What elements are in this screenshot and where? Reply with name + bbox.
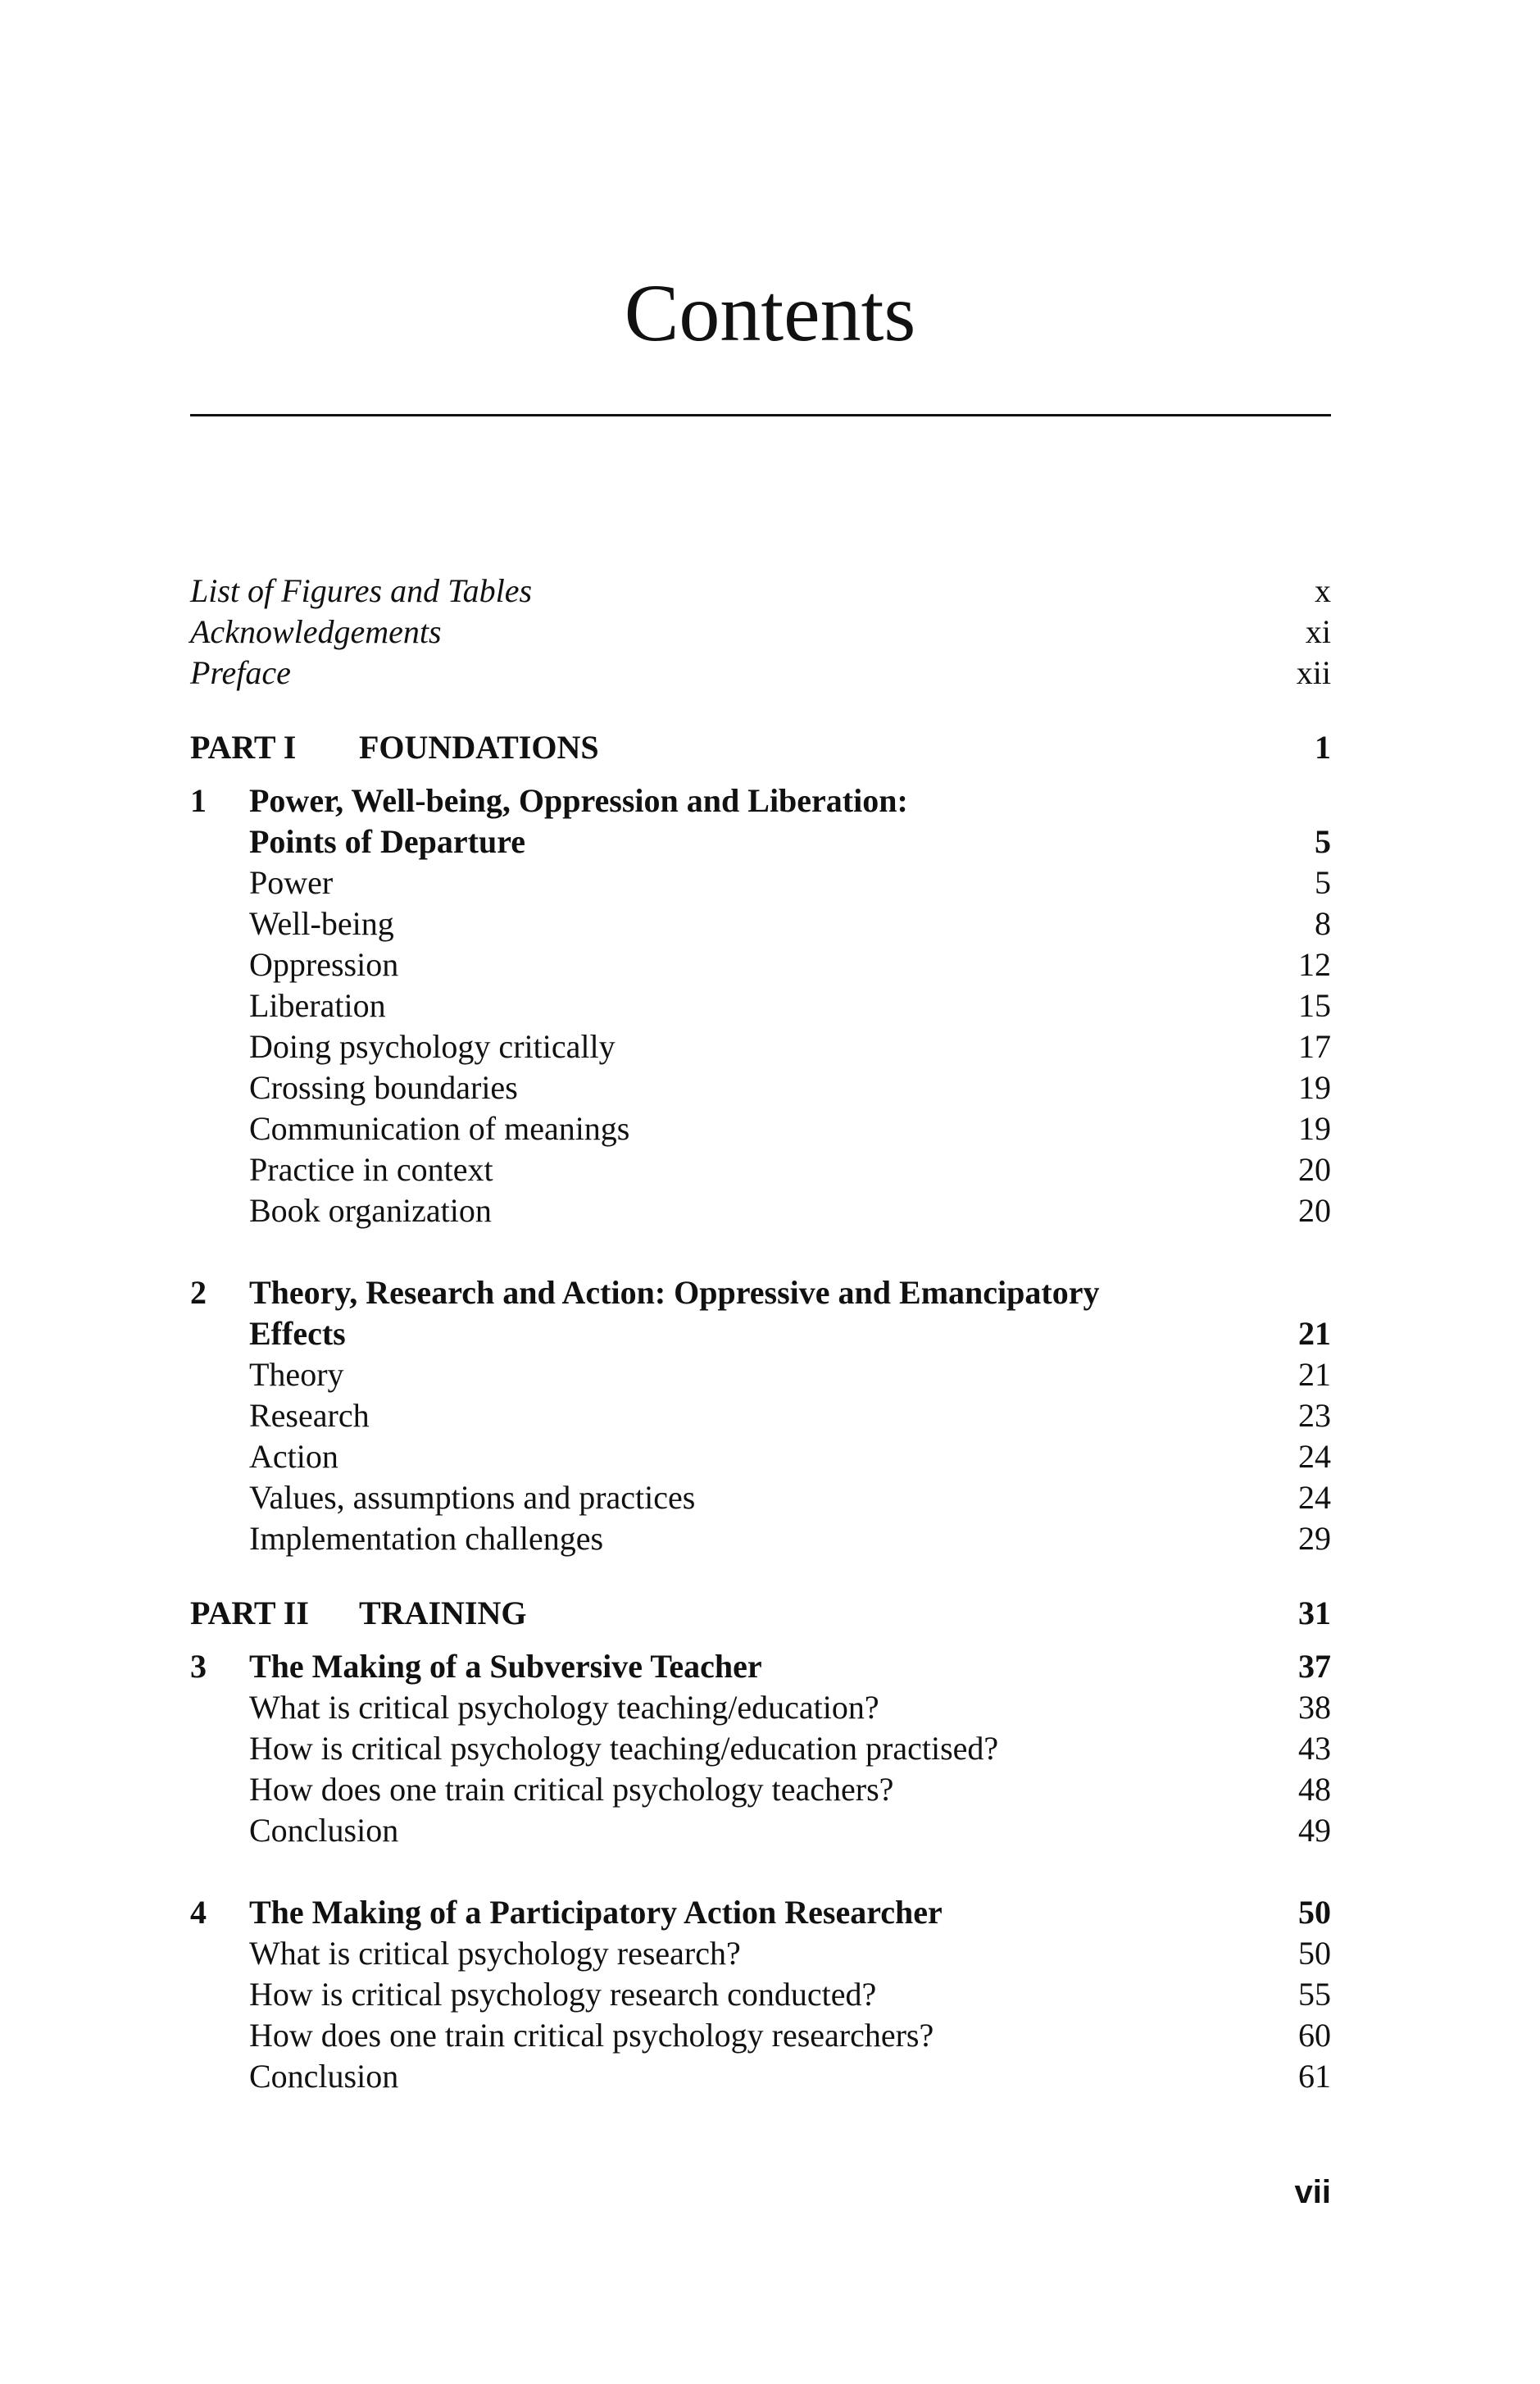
part-number: PART II: [190, 1595, 309, 1631]
chapter-title: Points of Departure: [249, 823, 525, 860]
section-label: How does one train critical psychology researchers?: [249, 2017, 934, 2054]
chapter-title: The Making of a Participatory Action Researcher: [249, 1894, 943, 1931]
page-number: vii: [1294, 2174, 1331, 2210]
part-page: 1: [1315, 729, 1331, 766]
section-page: 19: [1298, 1069, 1331, 1106]
part-page: 31: [1298, 1595, 1331, 1631]
chapter-page: 50: [1298, 1894, 1331, 1931]
section-label: How is critical psychology teaching/education practised?: [249, 1730, 999, 1767]
section-page: 49: [1298, 1812, 1331, 1849]
section-label: Power: [249, 864, 334, 901]
section-page: 29: [1298, 1520, 1331, 1557]
section-entry: [190, 1687, 1331, 1728]
chapter: [190, 1272, 1331, 1559]
section-label: Action: [249, 1438, 338, 1475]
part-heading: [190, 723, 1331, 772]
part-label: [190, 723, 599, 772]
chapter-heading: [190, 1646, 1331, 1687]
section-label: Values, assumptions and practices: [249, 1479, 696, 1516]
section-entry: [190, 1395, 1331, 1436]
chapter-title-block: [249, 780, 1331, 862]
section-entry: [190, 1518, 1331, 1559]
chapter-number: 1: [190, 782, 207, 819]
toc-entry: [190, 612, 1331, 653]
section-label: How is critical psychology research conducted?: [249, 1976, 877, 2013]
section-page: 24: [1298, 1438, 1331, 1475]
section-label: Practice in context: [249, 1151, 493, 1188]
section-label: What is critical psychology research?: [249, 1935, 741, 1972]
section-entry: [190, 1728, 1331, 1769]
chapter-title: Effects: [249, 1315, 346, 1352]
section-page: 8: [1315, 905, 1331, 942]
chapter-heading: [190, 1892, 1331, 1933]
section-entry: [190, 985, 1331, 1026]
chapter-heading: [190, 780, 1331, 862]
section-page: 23: [1298, 1397, 1331, 1434]
section-page: 38: [1298, 1689, 1331, 1726]
section-entry: [190, 1108, 1331, 1149]
table-of-contents: [190, 571, 1331, 2097]
chapter-title-block: [249, 1272, 1331, 1354]
chapter-title-block: [249, 1892, 1331, 1933]
section-label: Communication of meanings: [249, 1110, 630, 1147]
section-label: Book organization: [249, 1192, 492, 1229]
chapter-number: 2: [190, 1274, 207, 1311]
section-page: 61: [1298, 2058, 1331, 2095]
part-title: FOUNDATIONS: [359, 729, 599, 766]
section-entry: [190, 1354, 1331, 1395]
section-entry: [190, 1769, 1331, 1810]
section-label: Crossing boundaries: [249, 1069, 518, 1106]
entry-label: List of Figures and Tables: [190, 572, 533, 609]
entry-page: xii: [1296, 654, 1331, 691]
chapter-page: 5: [1315, 823, 1331, 860]
section-label: Oppression: [249, 946, 399, 983]
chapter-title-line: [249, 1313, 1331, 1354]
entry-label: Preface: [190, 654, 291, 691]
part-title: TRAINING: [359, 1595, 527, 1631]
title-rule: [190, 414, 1331, 416]
part-number: PART I: [190, 729, 297, 766]
page-title: Contents: [624, 267, 916, 358]
section-entry: [190, 862, 1331, 903]
section-entry: [190, 1477, 1331, 1518]
section-entry: [190, 1067, 1331, 1108]
chapter-title-line: [249, 1892, 1331, 1933]
section-page: 50: [1298, 1935, 1331, 1972]
section-entry: [190, 1933, 1331, 1974]
section-label: Implementation challenges: [249, 1520, 604, 1557]
chapter-title: The Making of a Subversive Teacher: [249, 1648, 762, 1685]
section-label: What is critical psychology teaching/education?: [249, 1689, 879, 1726]
section-entry: [190, 903, 1331, 944]
chapter-title: Theory, Research and Action: Oppressive and Emancipatory: [249, 1274, 1100, 1311]
section-entry: [190, 1190, 1331, 1231]
part-label: [190, 1589, 526, 1638]
section-entry: [190, 1149, 1331, 1190]
toc-entry: [190, 653, 1331, 694]
section-page: 20: [1298, 1192, 1331, 1229]
chapter-title-block: [249, 1646, 1331, 1687]
section-page: 48: [1298, 1771, 1331, 1808]
toc-entry: [190, 571, 1331, 612]
front-matter: [190, 571, 1331, 694]
section-entry: [190, 1436, 1331, 1477]
section-page: 19: [1298, 1110, 1331, 1147]
section-label: Research: [249, 1397, 370, 1434]
chapter-title-line: [249, 821, 1331, 862]
entry-label: Acknowledgements: [190, 613, 442, 650]
section-entry: [190, 2015, 1331, 2056]
section-label: Conclusion: [249, 2058, 399, 2095]
section-page: 20: [1298, 1151, 1331, 1188]
section-label: Conclusion: [249, 1812, 399, 1849]
section-label: Liberation: [249, 987, 386, 1024]
chapter: [190, 1892, 1331, 2097]
section-label: Doing psychology critically: [249, 1028, 616, 1065]
section-entry: [190, 1974, 1331, 2015]
entry-page: xi: [1305, 613, 1331, 650]
part-heading: [190, 1589, 1331, 1638]
section-page: 15: [1298, 987, 1331, 1024]
section-page: 5: [1315, 864, 1331, 901]
section-page: 17: [1298, 1028, 1331, 1065]
chapter-number: 3: [190, 1648, 207, 1685]
chapter: [190, 780, 1331, 1231]
section-entry: [190, 1026, 1331, 1067]
chapter-number: 4: [190, 1894, 207, 1931]
section-entry: [190, 944, 1331, 985]
chapter-page: 37: [1298, 1648, 1331, 1685]
section-page: 43: [1298, 1730, 1331, 1767]
section-entry: [190, 2056, 1331, 2097]
chapter-title-line: [249, 780, 1331, 821]
section-label: Theory: [249, 1356, 344, 1393]
chapter-heading: [190, 1272, 1331, 1354]
chapter-title-line: [249, 1272, 1331, 1313]
section-label: Well-being: [249, 905, 394, 942]
chapter-title-line: [249, 1646, 1331, 1687]
section-page: 55: [1298, 1976, 1331, 2013]
section-label: How does one train critical psychology teachers?: [249, 1771, 894, 1808]
section-page: 24: [1298, 1479, 1331, 1516]
section-entry: [190, 1810, 1331, 1851]
chapter-page: 21: [1298, 1315, 1331, 1352]
chapter: [190, 1646, 1331, 1851]
chapter-title: Power, Well-being, Oppression and Liberation:: [249, 782, 908, 819]
section-page: 12: [1298, 946, 1331, 983]
section-page: 21: [1298, 1356, 1331, 1393]
section-page: 60: [1298, 2017, 1331, 2054]
entry-page: x: [1315, 572, 1331, 609]
